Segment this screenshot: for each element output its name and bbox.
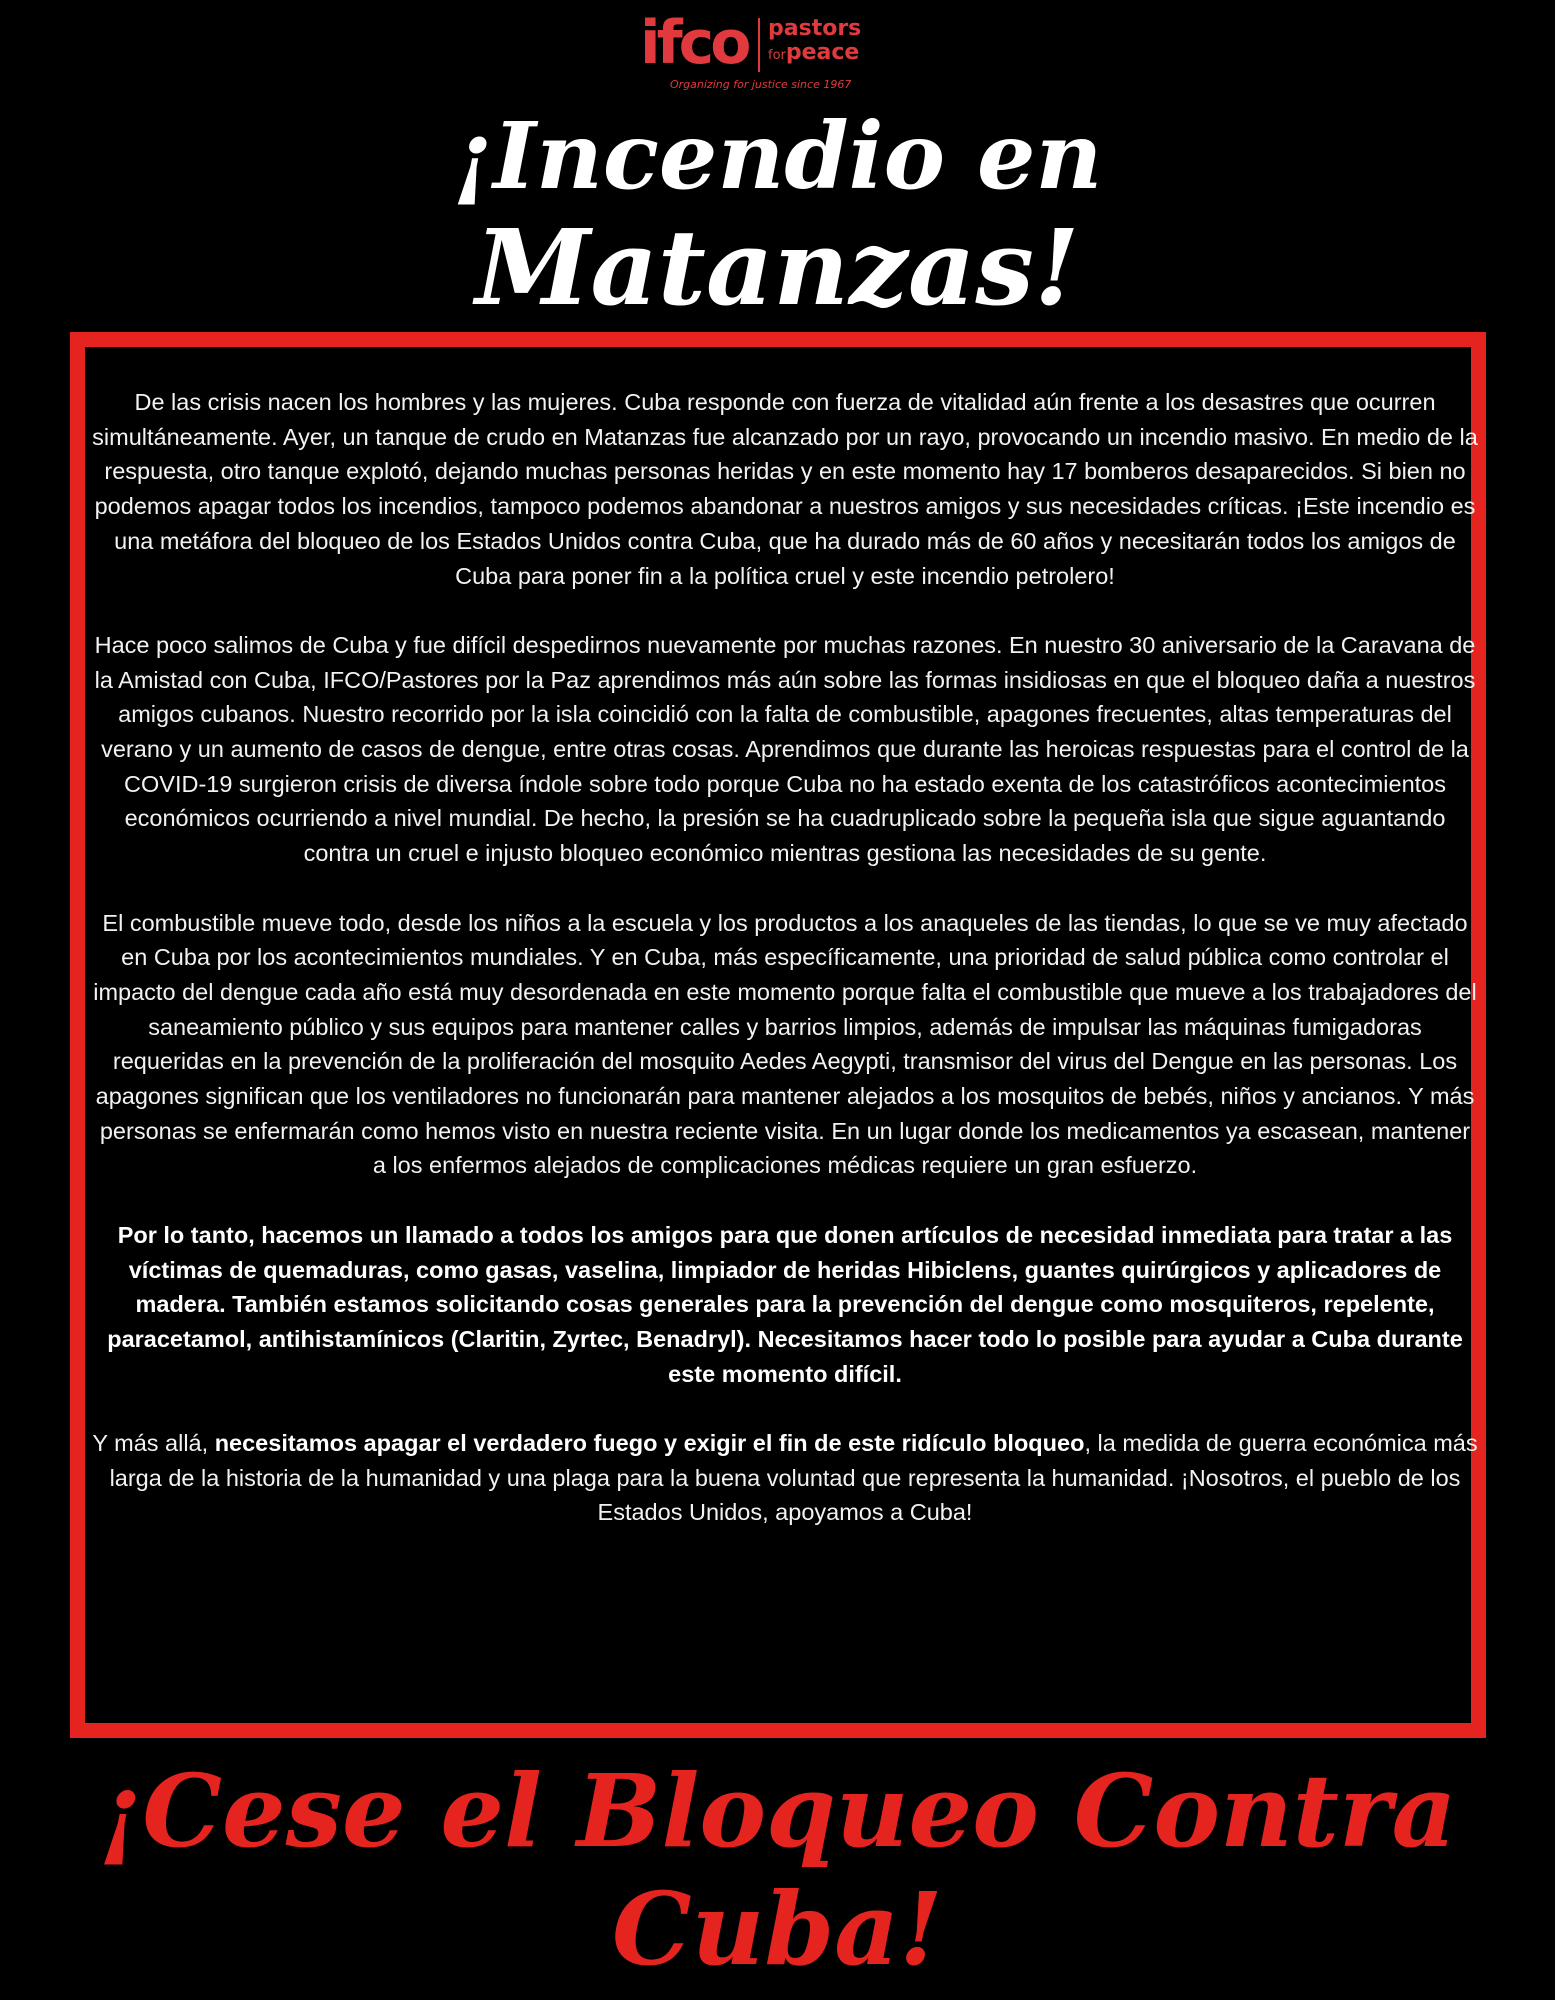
logo-pastors: pastors [768,16,862,41]
logo-for-peace [768,40,859,69]
footer-slogan-line-1: ¡Cese el Bloqueo Contra [98,1752,1457,1870]
headline-line-2: Matanzas! [475,206,1080,329]
logo-mark: ifco [640,8,748,78]
paragraph-crisis: De las crisis nacen los hombres y las mujeres. Cuba responde con fuerza de vitalidad aún frente a los desastres que ocurren simultáneamente. Ayer, un tanque de crudo en Matanzas fue alcanzado por un rayo, provocando un incendio masivo. En medio de la respuesta, otro tanque explotó, dejando muchas personas heridas y en este momento hay 17 bomberos desaparecidos. Si bien no podemos apagar todos los incendios, tampoco podemos abandonar a nuestros amigos y sus necesidades críticas. ¡Este incendio es una metáfora del bloqueo de los Estados Unidos contra Cuba, que ha durado más de 60 años y necesitarán todos los amigos de Cuba para poner fin a la política cruel y este incendio petrolero! [92,389,1478,589]
closing-end: , la medida de guerra económica más larga de la historia de la humanidad y una plaga para la buena voluntad que representa la humanidad. ¡Nosotros, el pueblo de los Estados Unidos, apoyamos a Cuba! [109,1430,1478,1526]
closing-start: Y más allá, [92,1430,215,1457]
letter-body [92,385,1478,1565]
footer-slogan-line-2: Cuba! [612,1870,943,1988]
logo-tagline: Organizing for justice since 1967 [670,78,852,91]
footer-slogan [0,1752,1555,1988]
headline-line-1: ¡Incendio en [452,102,1103,210]
paragraph-caravan: Hace poco salimos de Cuba y fue difícil despedirnos nuevamente por muchas razones. En nuestro 30 aniversario de la Caravana de la Amistad con Cuba, IFCO/Pastores por la Paz aprendimos más aún sobre las formas insidiosas en que el bloqueo daña a nuestros amigos cubanos. Nuestro recorrido por la isla coincidió con la falta de combustible, apagones frecuentes, altas temperaturas del verano y un aumento de casos de dengue, entre otras cosas. Aprendimos que durante las heroicas respuestas para el control de la COVID-19 surgieron crisis de diversa índole sobre todo porque Cuba no ha estado exenta de los catastróficos acontecimientos económicos ocurriendo a nivel mundial. De hecho, la presión se ha cuadruplicado sobre la pequeña isla que sigue aguantando contra un cruel e injusto bloqueo económico mientras gestiona las necesidades de su gente. [94,631,1476,867]
ifco-pastors-for-peace-logo [640,8,900,94]
paragraph-closing [92,1426,1478,1530]
headline [0,100,1555,329]
logo-for: for [768,48,786,63]
paragraph-donation-call: Por lo tanto, hacemos un llamado a todos los amigos para que donen artículos de necesidad inmediata para tratar a las víctimas de quemaduras, como gasas, vaselina, limpiador de heridas Hibiclens, guantes quirúrgicos y aplicadores de madera. También estamos solicitando cosas generales para la prevención del dengue como mosquiteros, repelente, paracetamol, antihistamínicos (Claritin, Zyrtec, Benadryl). Necesitamos hacer todo lo posible para ayudar a Cuba durante este momento difícil. [107,1221,1463,1387]
logo-divider [758,18,760,72]
paragraph-fuel: El combustible mueve todo, desde los niños a la escuela y los productos a los anaqueles de las tiendas, lo que se ve muy afectado en Cuba por los acontecimientos mundiales. Y en Cuba, más específicamente, una prioridad de salud pública como controlar el impacto del dengue cada año está muy desordenada en este momento porque falta el combustible que mueve a los trabajadores del saneamiento público y sus equipos para mantener calles y barrios limpios, además de impulsar las máquinas fumigadoras requeridas en la prevención de la proliferación del mosquito Aedes Aegypti, transmisor del virus del Dengue en las personas. Los apagones significan que los ventiladores no funcionarán para mantener alejados a los mosquitos de bebés, niños y ancianos. Y más personas se enfermarán como hemos visto en nuestra reciente visita. En un lugar donde los medicamentos ya escasean, mantener a los enfermos alejados de complicaciones médicas requiere un gran esfuerzo. [93,909,1477,1179]
closing-emphasis: necesitamos apagar el verdadero fuego y exigir el fin de este ridículo bloqueo [214,1430,1085,1457]
logo-peace: peace [785,40,860,65]
